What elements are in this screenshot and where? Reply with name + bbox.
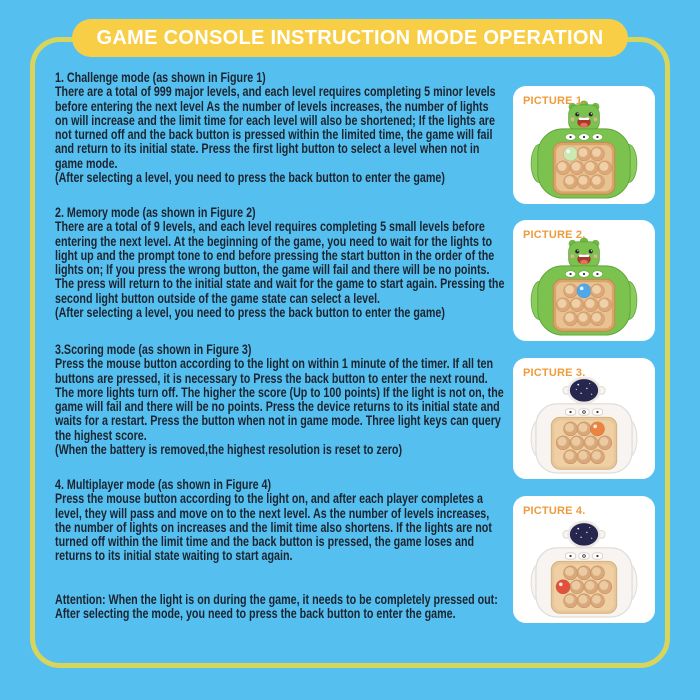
picture-label: PICTURE 2. xyxy=(523,229,586,241)
dino-console-illustration xyxy=(525,100,643,200)
section-heading: 3.Scoring mode (as shown in Figure 3) xyxy=(55,342,252,357)
astronaut-console-illustration xyxy=(525,519,643,619)
section-heading: 1. Challenge mode (as shown in Figure 1) xyxy=(55,70,266,85)
picture-card-4 xyxy=(513,496,655,623)
section-memory-mode xyxy=(55,206,505,320)
attention-note xyxy=(55,593,505,622)
picture-card-2 xyxy=(513,220,655,341)
section-multiplayer-mode xyxy=(55,478,505,564)
page-title: GAME CONSOLE INSTRUCTION MODE OPERATION xyxy=(96,26,604,49)
section-note: (After selecting a level, you need to press the back button to enter the game) xyxy=(55,170,445,186)
title-banner xyxy=(72,19,628,57)
picture-card-1 xyxy=(513,86,655,204)
section-body: There are a total of 999 major levels, and each level requires completing 5 minor levels before entering the next level As the number of levels increases, the number of lights on will increase and the limit time for each level will also be shortened; If the lights are not turned off and the back button is pressed within the limited time, the game will fail and return to its initial state. Press the first light button to select a level when not in game mode. xyxy=(55,84,496,171)
picture-card-3 xyxy=(513,358,655,479)
section-scoring-mode xyxy=(55,343,505,457)
section-heading: 4. Multiplayer mode (as shown in Figure 4) xyxy=(55,477,272,492)
section-challenge-mode xyxy=(55,71,505,185)
section-body: Press the mouse button according to the light on, and after each player completes a level, they will pass and move on to the next level. As the number of levels increases, the number of lights on increases and the limit time also shortens. If the lights are not turned off within the limit time and the back button is pressed, the game loses and returns to its initial state waiting to start again. xyxy=(55,491,492,564)
section-heading: 2. Memory mode (as shown in Figure 2) xyxy=(55,205,256,220)
picture-label: PICTURE 1. xyxy=(523,95,586,107)
section-body: There are a total of 9 levels, and each level requires completing 5 small levels before entering the next level. At the beginning of the game, you need to wait for the lights to light up and the prompt tone to end before pressing the start button in the order of the lights on; If you press the wrong button, the game will fail and there will be no points. The press will return to the initial state and wait for the game to start again. Pressing the second light button outside of the game state can select a level. xyxy=(55,219,505,306)
dino-console-illustration xyxy=(525,237,643,337)
section-note: (When the battery is removed,the highest resolution is reset to zero) xyxy=(55,442,403,458)
astronaut-console-illustration xyxy=(525,375,643,475)
picture-label: PICTURE 4. xyxy=(523,505,586,517)
section-body: Press the mouse button according to the light on within 1 minute of the timer. If all ten buttons are pressed, it is necessary to Press the back button to enter the next round. The more lights turn off. The higher the score (Up to 100 points) If the light is not on, the game will fail and there will be no points. Press the device returns to its initial state and waits for a restart. Press the button when not in game mode. Three light keys can query the highest score. xyxy=(55,356,504,443)
picture-label: PICTURE 3. xyxy=(523,367,586,379)
section-note: (After selecting a level, you need to press the back button to enter the game) xyxy=(55,305,445,321)
attention-text: Attention: When the light is on during the game, it needs to be completely pressed out: After selecting the mode, you need to press the back button to enter the game. xyxy=(55,592,498,622)
